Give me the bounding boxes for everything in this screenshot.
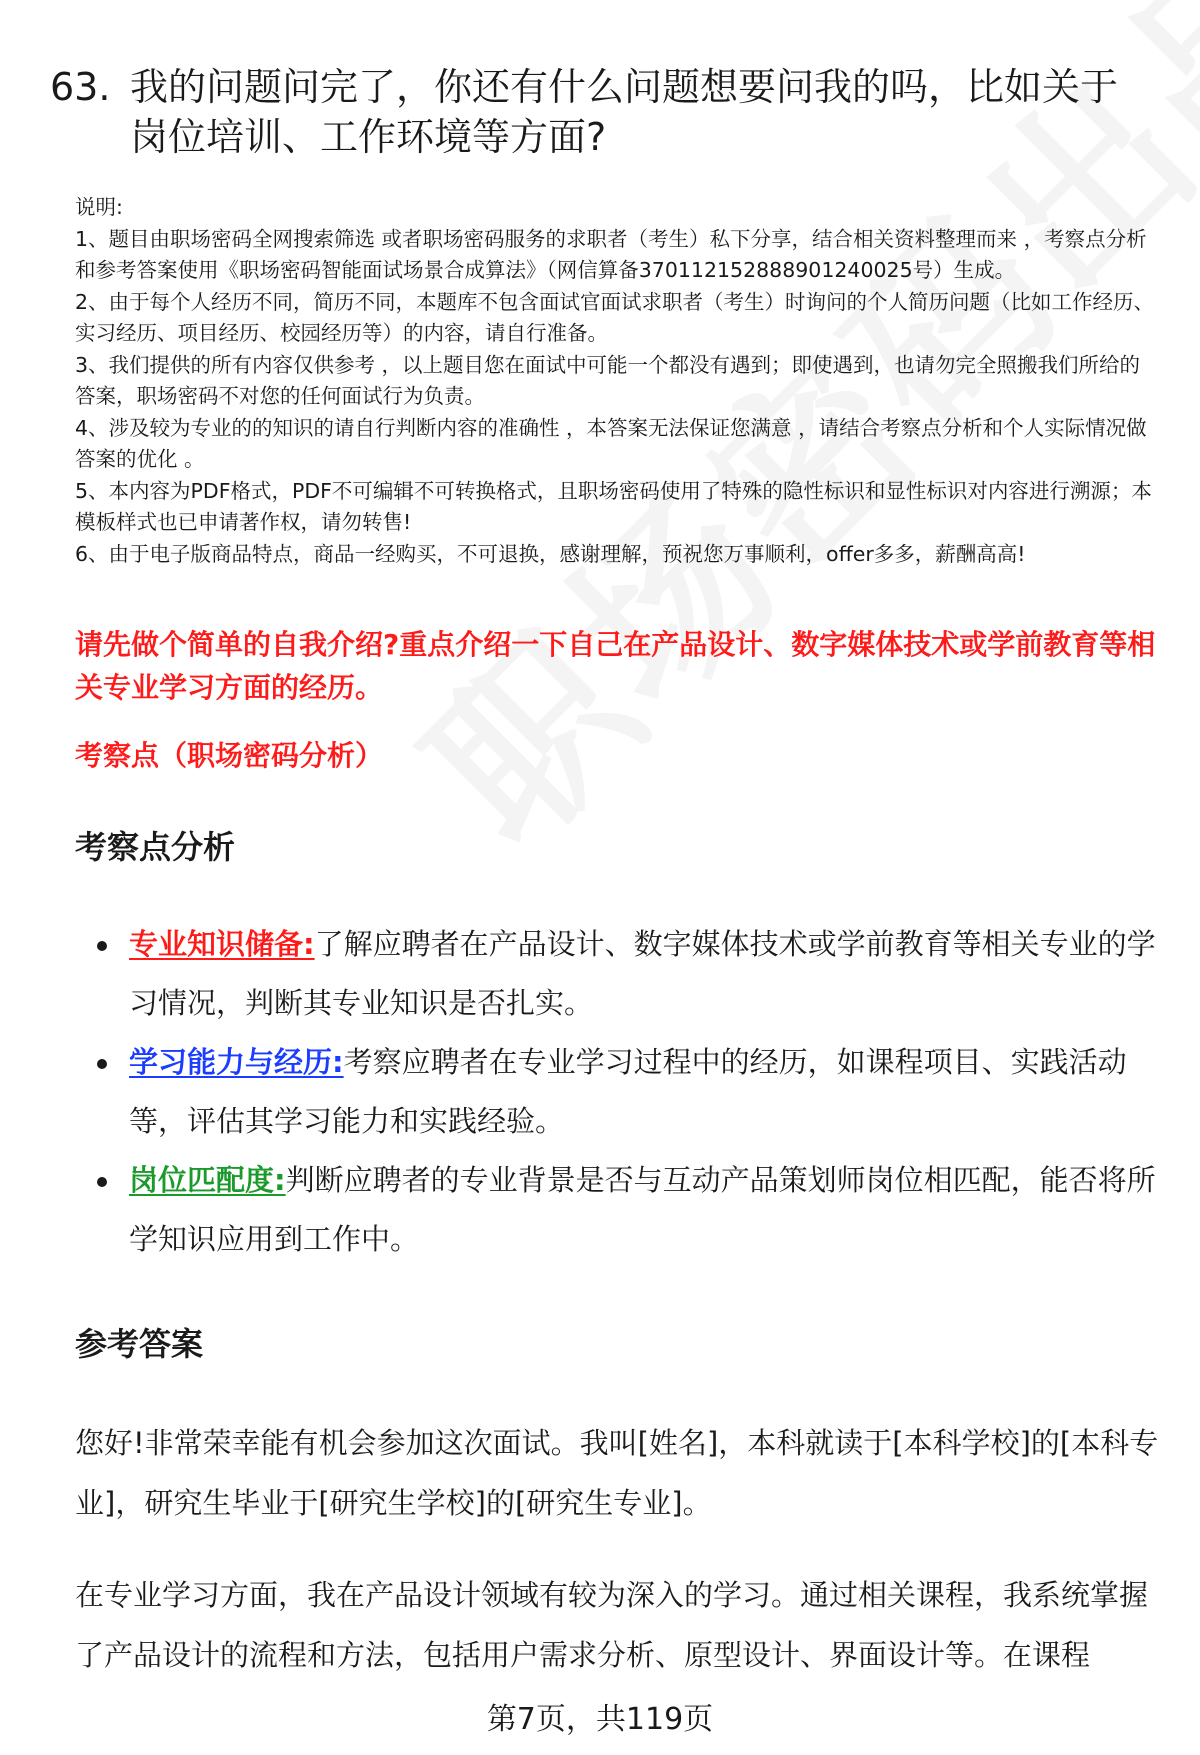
notes-item: 3、我们提供的所有内容仅供参考 ，以上题目您在面试中可能一个都没有遇到；即使遇到，也请勿完全照搬我们所给的答案，职场密码不对您的任何面试行为负责。 bbox=[75, 352, 1141, 408]
analysis-label: 考察点（职场密码分析） bbox=[75, 739, 384, 772]
list-item bbox=[75, 1033, 1165, 1151]
bullet-icon bbox=[97, 1177, 107, 1187]
analysis-text: 了解应聘者在产品设计、数字媒体技术或学前教育等相关专业的学习情况，判断其专业知识是否扎实。 bbox=[129, 927, 1156, 1020]
analysis-key: 岗位匹配度: bbox=[129, 1163, 286, 1197]
page-footer: 第7页，共119页 bbox=[486, 1702, 714, 1737]
analysis-key: 专业知识储备: bbox=[129, 927, 315, 961]
question-header bbox=[50, 62, 1160, 162]
analysis-heading: 考察点分析 bbox=[75, 828, 236, 866]
list-item bbox=[75, 915, 1165, 1033]
answer-paragraph: 在专业学习方面，我在产品设计领域有较为深入的学习。通过相关课程，我系统掌握了产品设计的流程和方法，包括用户需求分析、原型设计、界面设计等。在课程 bbox=[75, 1578, 1149, 1672]
analysis-list bbox=[75, 915, 1165, 1269]
bullet-icon bbox=[97, 941, 107, 951]
notes-item: 5、本内容为PDF格式，PDF不可编辑不可转换格式，且职场密码使用了特殊的隐性标识和显性标识对内容进行溯源；本模板样式也已申请著作权，请勿转售! bbox=[75, 478, 1152, 534]
analysis-key: 学习能力与经历: bbox=[129, 1045, 344, 1079]
notes-item: 6、由于电子版商品特点，商品一经购买，不可退换，感谢理解，预祝您万事顺利，offer多多，薪酬高高! bbox=[75, 541, 1026, 566]
notes-item: 4、涉及较为专业的的知识的请自行判断内容的准确性 ，本答案无法保证您满意 ，请结合考察点分析和个人实际情况做答案的优化 。 bbox=[75, 415, 1147, 471]
question-number: 63. bbox=[50, 65, 111, 109]
analysis-text: 考察应聘者在专业学习过程中的经历，如课程项目、实践活动等，评估其学习能力和实践经验。 bbox=[129, 1045, 1127, 1138]
bullet-icon bbox=[97, 1059, 107, 1069]
notes-title: 说明: bbox=[75, 195, 123, 219]
answer-heading: 参考答案 bbox=[75, 1325, 204, 1363]
notes-item: 1、题目由职场密码全网搜索筛选 或者职场密码服务的求职者（考生）私下分享，结合相关资料整理而来 ，考察点分析和参考答案使用《职场密码智能面试场景合成算法》（网信算备370112152888901240025号）生成。 bbox=[75, 226, 1147, 282]
notes-item: 2、由于每个人经历不同，简历不同，本题库不包含面试官面试求职者（考生）时询问的个人简历问题（比如工作经历、实习经历、项目经历、校园经历等）的内容，请自行准备。 bbox=[75, 289, 1155, 345]
answer-paragraph: 您好!非常荣幸能有机会参加这次面试。我叫[姓名]，本科就读于[本科学校]的[本科专业]，研究生毕业于[研究生学校]的[研究生专业]。 bbox=[75, 1426, 1159, 1520]
question-text: 我的问题问完了，你还有什么问题想要问我的吗，比如关于岗位培训、工作环境等方面? bbox=[130, 65, 1119, 159]
notes-section bbox=[75, 192, 1160, 570]
sub-question: 请先做个简单的自我介绍?重点介绍一下自己在产品设计、数字媒体技术或学前教育等相关专业学习方面的经历。 bbox=[75, 628, 1156, 704]
list-item bbox=[75, 1151, 1165, 1269]
analysis-text: 判断应聘者的专业背景是否与互动产品策划师岗位相匹配，能否将所学知识应用到工作中。 bbox=[129, 1163, 1156, 1256]
